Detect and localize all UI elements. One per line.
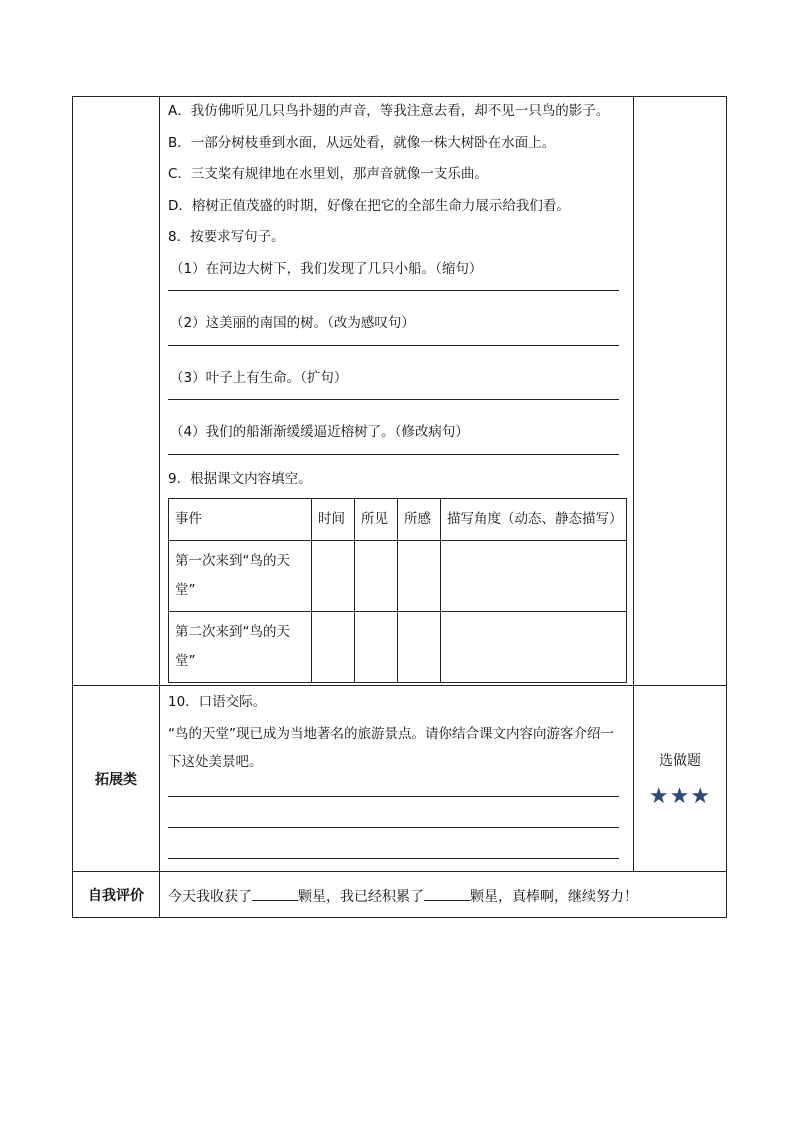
q10-title: 10．口语交际。 <box>168 694 267 710</box>
answer-cell[interactable] <box>398 612 441 683</box>
self-eval-text-3: 颗星，真棒啊，继续努力！ <box>470 889 638 905</box>
row-event: 第二次来到“鸟的天堂” <box>169 612 312 683</box>
star-rating-icon: ★★★ <box>648 784 712 809</box>
answer-cell[interactable] <box>355 612 398 683</box>
q8-item-4: （4）我们的船渐渐缓缓逼近榕树了。（修改病句） <box>170 424 469 440</box>
answer-cell[interactable] <box>355 541 398 612</box>
q8-item-2: （2）这美丽的南国的树。（改为感叹句） <box>170 315 415 331</box>
row-label-empty <box>73 97 160 686</box>
answer-cell[interactable] <box>312 612 355 683</box>
option-b: B．一部分树枝垂到水面，从远处看，就像一株大树卧在水面上。 <box>168 134 556 151</box>
answer-cell[interactable] <box>441 541 627 612</box>
header-felt: 所感 <box>398 499 441 541</box>
option-d: D．榕树正值茂盛的时期，好像在把它的全部生命力展示给我们看。 <box>168 197 570 214</box>
q10-text: “鸟的天堂”现已成为当地著名的旅游景点。请你结合课文内容向游客介绍一下这处美景吧。 <box>168 726 614 770</box>
self-eval-row <box>73 872 727 918</box>
practice-content <box>160 97 634 686</box>
difficulty-empty <box>634 97 727 686</box>
answer-cell[interactable] <box>398 541 441 612</box>
table-row <box>169 541 627 612</box>
option-a: A．我仿佛听见几只鸟扑翅的声音，等我注意去看，却不见一只鸟的影子。 <box>168 103 610 119</box>
header-time: 时间 <box>312 499 355 541</box>
header-seen: 所见 <box>355 499 398 541</box>
q8-item-1: （1）在河边大树下，我们发现了几只小船。（缩句） <box>170 260 483 277</box>
header-event: 事件 <box>169 499 312 541</box>
option-c: C．三支桨有规律地在水里划，那声音就像一支乐曲。 <box>168 166 488 182</box>
table-row <box>169 612 627 683</box>
q8-title: 8．按要求写句子。 <box>168 229 285 245</box>
self-eval-content <box>160 872 727 918</box>
answer-cell[interactable] <box>312 541 355 612</box>
stars-earned-blank[interactable] <box>252 886 298 901</box>
practice-row <box>73 97 727 686</box>
table-header-row <box>169 499 627 541</box>
extension-row <box>73 686 727 872</box>
difficulty-cell <box>634 686 727 872</box>
q8-item-3: （3）叶子上有生命。（扩句） <box>170 369 348 386</box>
worksheet-table <box>72 96 727 918</box>
stars-total-blank[interactable] <box>424 886 470 901</box>
answer-line[interactable] <box>168 858 619 859</box>
self-eval-text-1: 今天我收获了 <box>168 889 252 905</box>
self-eval-text-2: 颗星，我已经积累了 <box>298 889 424 905</box>
self-eval-label: 自我评价 <box>73 872 160 918</box>
extension-label: 拓展类 <box>73 686 160 872</box>
extension-content <box>160 686 634 872</box>
row-event: 第一次来到“鸟的天堂” <box>169 541 312 612</box>
q9-fill-table <box>168 498 627 683</box>
header-angle: 描写角度（动态、静态描写） <box>441 499 627 541</box>
q9-title: 9．根据课文内容填空。 <box>168 470 312 487</box>
answer-cell[interactable] <box>441 612 627 683</box>
optional-label: 选做题 <box>659 753 701 769</box>
